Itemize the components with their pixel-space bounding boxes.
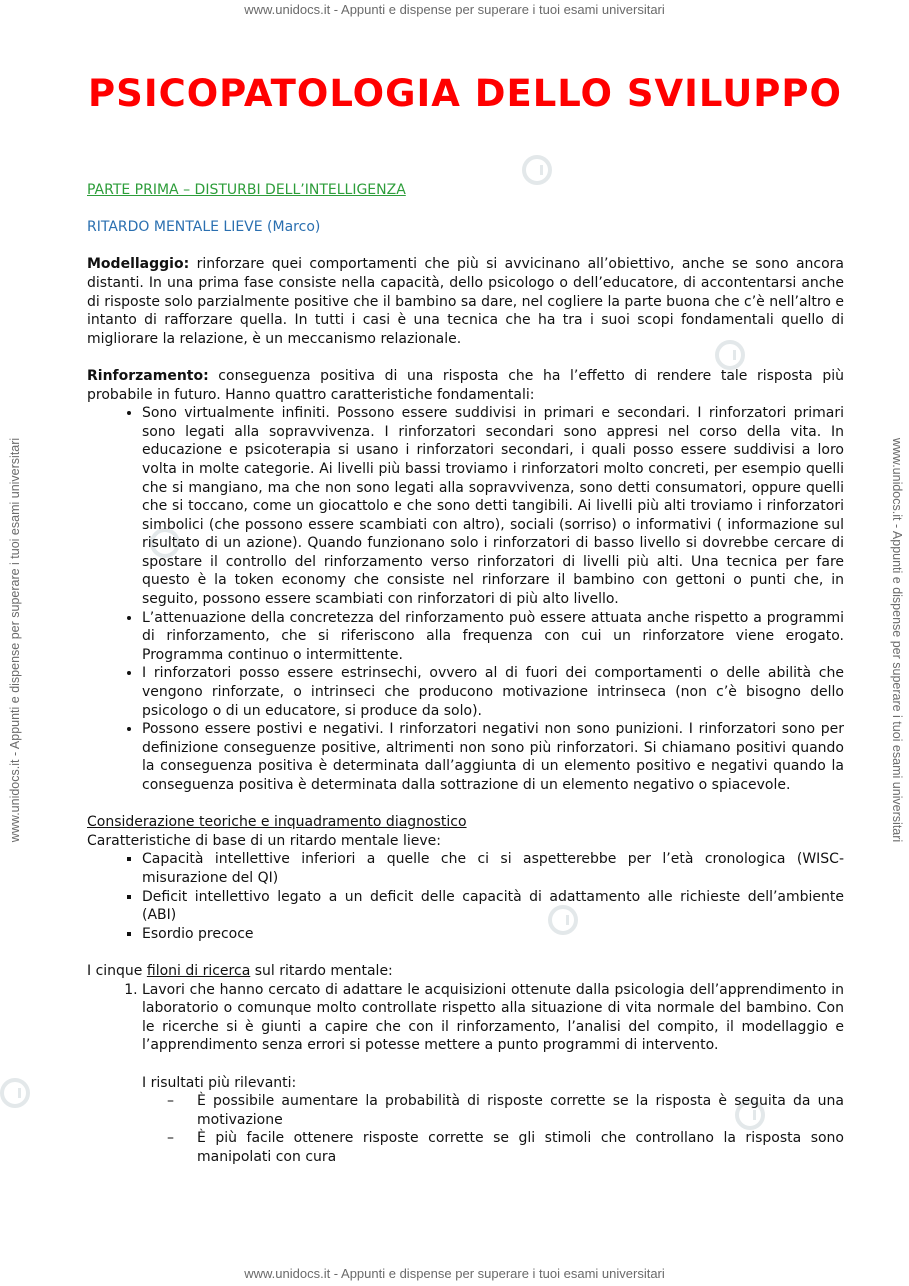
watermark-right: www.unidocs.it - Appunti e dispense per superare i tuoi esami universitari [890, 437, 904, 843]
part-title: PARTE PRIMA – DISTURBI DELL’INTELLIGENZA [87, 182, 406, 198]
rinforzamento-text: conseguenza positiva di una risposta che ha l’effetto di rendere tale risposta più probabile in futuro. Hanno quattro caratteristiche fondamentali: [87, 367, 844, 403]
list-item: • Possono essere postivi e negativi. I rinforzatori negativi non sono punizioni. I rinforzatori sono per definizione conseguenze positive, altrimenti non sono più rinforzatori. Si chiamano positivi quando la conseguenza positiva è determinata dall’aggiunta di un elemento positivo e negativi quando la conseguenza positiva è determinata dalla sottrazione di un elemento negativo o spiacevole. [142, 720, 844, 794]
document-body [87, 181, 844, 1166]
considerazione-heading: Considerazione teoriche e inquadramento diagnostico [87, 814, 467, 831]
caratteristiche-list [87, 850, 844, 943]
risultati-list [142, 1092, 844, 1166]
filoni-intro [87, 962, 844, 981]
list-item: • I rinforzatori posso essere estrinsechi, ovvero al di fuori dei comportamenti o delle abilità che vengono rinforzate, o intrinseci che producono motivazione intrinseca (non c’è bisogno dello psicologo o di un educatore, si produce da solo). [142, 664, 844, 720]
list-item: – È possibile aumentare la probabilità di risposte corrette se la risposta è seguita da una motivazione [197, 1092, 844, 1129]
rinforzamento-term: Rinforzamento: [87, 367, 209, 384]
list-item: ▪ Capacità intellettive inferiori a quelle che ci si aspetterebbe per l’età cronologica (WISC-misurazione del QI) [142, 850, 844, 887]
modellaggio-paragraph [87, 255, 844, 348]
rinforzamento-paragraph [87, 367, 844, 404]
watermark-top: www.unidocs.it - Appunti e dispense per superare i tuoi esami universitari [244, 2, 665, 17]
filoni-link: filoni di ricerca [146, 962, 251, 979]
list-item [142, 981, 844, 1167]
list-item: ▪ Deficit intellettivo legato a un deficit delle capacità di adattamento alle richieste dell’ambiente (ABI) [142, 888, 844, 925]
list-item: – È più facile ottenere risposte corrette se gli stimoli che controllano la risposta sono manipolati con cura [197, 1129, 844, 1166]
page-title: PSICOPATOLOGIA DELLO SVILUPPO [88, 72, 842, 115]
caratteristiche-intro: Caratteristiche di base di un ritardo mentale lieve: [87, 832, 441, 849]
modellaggio-text: rinforzare quei comportamenti che più si avvicinano all’obiettivo, anche se sono ancora distanti. In una prima fase consiste nella capacità, dello psicologo o dell’educatore, di accontentarsi anche di risposte solo parzialmente positive che il bambino sa dare, nel cogliere la parte buona che c’è nell’altro e intanto di rafforzare quella. In tutti i casi è una tecnica che ha tra i suoi scopi fondamentali quello di migliorare la relazione, è un meccanismo relazionale. [87, 256, 844, 347]
section-title: RITARDO MENTALE LIEVE (Marco) [87, 219, 321, 236]
watermark-left: www.unidocs.it - Appunti e dispense per superare i tuoi esami universitari [8, 437, 22, 843]
watermark-bottom: www.unidocs.it - Appunti e dispense per superare i tuoi esami universitari [244, 1266, 665, 1281]
list-item: ▪ Esordio precoce [142, 925, 844, 944]
rinforzamento-list [87, 404, 844, 794]
list-item: • Sono virtualmente infiniti. Possono essere suddivisi in primari e secondari. I rinforzatori primari sono legati alla sopravvivenza. I rinforzatori secondari sono appresi nel corso della vita. In educazione e psicoterapia si usano i rinforzatori secondari, i quali posso essere suddivisi a loro volta in molte categorie. Ai livelli più bassi troviamo i rinforzatori molto concreti, per esempio quelli che si mangiano, ma che non sono legati alla sopravvivenza, sono detti consumatori, oppure quelli che si toccano, come un giocattolo e che sono detti tangibili. Ai livelli più alti troviamo i rinforzatori simbolici (che possono essere scambiati con altro), sociali (sorriso) o informativi ( informazione sul risultato di un azione). Quando funzionano solo i rinforzatori di basso livello si dovrebbe cercare di spostare il controllo del rinforzamento verso rinforzatori di livelli più alti. Una tecnica per fare questo è la token economy che consiste nel rinforzare il bambino con gettoni o punti che, in seguito, possono essere scambiati con rinforzatori di più alto livello. [142, 404, 844, 609]
risultati-intro: I risultati più rilevanti: [142, 1074, 297, 1091]
modellaggio-term: Modellaggio: [87, 256, 190, 273]
filoni-post: sul ritardo mentale: [250, 962, 393, 979]
filoni-item-text: Lavori che hanno cercato di adattare le acquisizioni ottenute dalla psicologia dell’apprendimento in laboratorio o comunque molto controllate rispetto alla situazione di vita normale del bambino. Con le ricerche si è giunti a capire che con il rinforzamento, l’analisi del compito, il modellaggio e l’apprendimento senza errori si potesse mettere a punto programmi di intervento. [142, 981, 844, 1054]
filoni-pre: I cinque [87, 962, 147, 979]
list-item: • L’attenuazione della concretezza del rinforzamento può essere attuata anche rispetto a programmi di rinforzamento, che si riferiscono alla frequenza con cui un rinforzatore viene erogato. Programma continuo o intermittente. [142, 609, 844, 665]
watermark-logo-icon [0, 1078, 30, 1108]
filoni-list [87, 981, 844, 1167]
